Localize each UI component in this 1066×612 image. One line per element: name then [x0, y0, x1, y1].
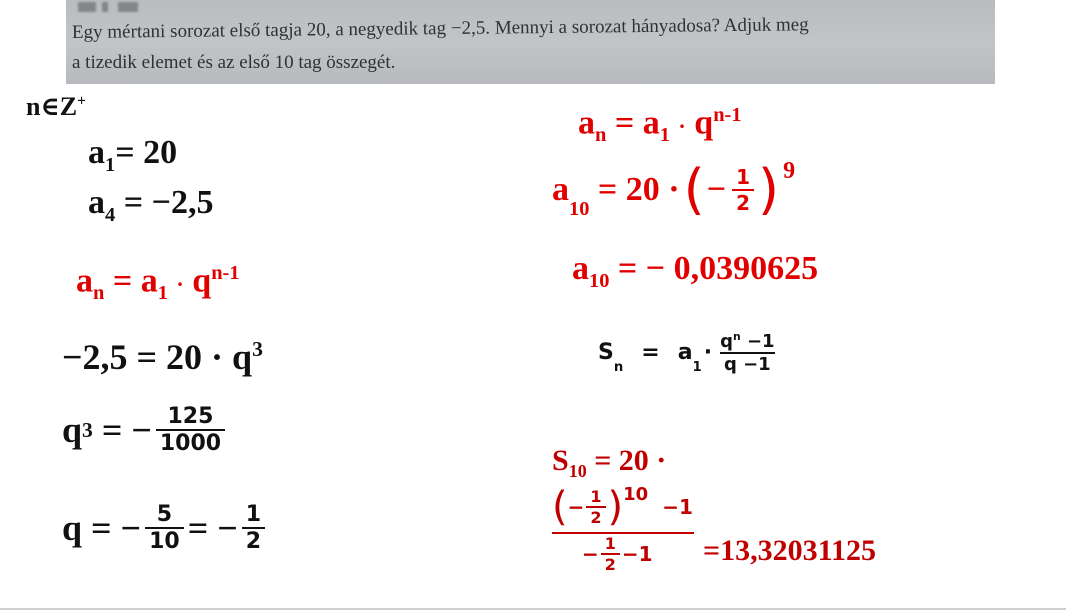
given-a4: $a_4 = -2,5$	[88, 184, 214, 226]
a10-minus: −	[706, 170, 727, 208]
s10-s: S	[552, 444, 569, 477]
eq1-exp: 3	[252, 337, 263, 361]
frac-den: 2	[732, 189, 754, 215]
s10-numerator: ( − $\frac{1}{2}$ ) 10 −1	[552, 484, 693, 530]
s10-exp: 10	[623, 484, 649, 505]
frac-num: 1	[245, 502, 262, 527]
s10-neg: −	[567, 495, 585, 519]
frac-den: 10	[145, 527, 184, 554]
frac-num: 1	[736, 164, 750, 189]
a10-result: $a_{10}$ = − 0,0390625	[572, 250, 819, 292]
s10-den-minus1: −1	[621, 542, 653, 566]
s10-label	[552, 444, 666, 482]
a10-result-value: = − 0,0390625	[617, 250, 819, 287]
sum-dot: ·	[703, 340, 713, 365]
fraction-half	[732, 165, 754, 215]
domain-sup: +	[77, 92, 86, 110]
frac-num: 125	[167, 404, 214, 429]
s10-fraction	[552, 484, 694, 574]
q-eq2: = −	[187, 508, 238, 548]
sum-a: a	[677, 340, 693, 365]
frac-den: 2	[601, 553, 620, 574]
q3-exp: 3	[82, 417, 93, 442]
bottom-divider	[0, 608, 1066, 610]
given-a1-value: 20	[143, 134, 178, 171]
domain-set: n∈Z	[26, 92, 78, 121]
sum-one: 1	[692, 360, 702, 375]
problem-text-line-1: Egy mértani sorozat első tagja 20, a negyedik tag −2,5. Mennyi a sorozat hányadosa? Adjuk meg	[71, 14, 809, 43]
a10-expression: a $_{10}$ = 20 · ( − $\frac{1}{2}$ ) 9	[552, 158, 796, 221]
s10-result: =13,32031125	[703, 534, 876, 567]
frac-num: 1	[604, 534, 616, 553]
s10-den-neg: −	[582, 542, 599, 566]
frac-den: 2	[586, 506, 605, 527]
equation-1	[62, 336, 263, 378]
s10-den-half	[601, 534, 620, 574]
frac-den: 2	[242, 527, 265, 554]
sum-num-rest: −1	[740, 331, 775, 352]
fraction-5-10	[145, 502, 184, 554]
s10-sub: 10	[568, 461, 587, 481]
s10-minus1: −1	[662, 495, 693, 519]
frac-den: 1000	[156, 429, 225, 456]
q-eq: q = −	[62, 508, 142, 548]
sum-den: q −1	[720, 352, 775, 375]
frac-num: 1	[590, 487, 602, 506]
equation-q3	[62, 404, 229, 456]
equation-q	[62, 502, 269, 554]
frac-num: 5	[156, 502, 173, 527]
sum-num-q: q	[720, 331, 733, 352]
blurred-header	[78, 2, 178, 12]
sum-n: n	[613, 360, 624, 375]
q3-eq: = −	[101, 410, 152, 450]
fraction-125-1000	[156, 404, 225, 456]
problem-text-line-2: a tizedik elemet és az első 10 tag összegét.	[72, 52, 396, 73]
formula-left: $a_n = a_1 \cdot q^{n-1}$	[76, 262, 240, 305]
a10-label: a	[552, 170, 569, 208]
a10-exp: 9	[783, 158, 796, 184]
a10-sub: 10	[569, 198, 590, 220]
s10-half	[586, 487, 605, 527]
given-a4-value: −2,5	[151, 184, 214, 221]
sum-s: S	[598, 340, 614, 365]
eq1-text: −2,5 = 20 · q	[62, 337, 253, 377]
sum-fraction	[716, 330, 778, 375]
q3-q: q	[62, 410, 83, 450]
s10-denominator	[552, 534, 694, 574]
domain-statement	[26, 92, 86, 122]
a10-expr: = 20 ·	[597, 170, 680, 208]
given-a1: $a_1= 20$	[88, 134, 178, 176]
fraction-1-2	[242, 502, 265, 554]
s10-expr: = 20 ·	[594, 444, 667, 477]
problem-photo	[66, 0, 995, 84]
sum-formula	[598, 330, 783, 375]
formula-right: $a_n = a_1 \cdot q^{n-1}$	[578, 104, 742, 147]
sum-eq: =	[641, 340, 660, 365]
sum-num-exp: n	[732, 330, 741, 343]
